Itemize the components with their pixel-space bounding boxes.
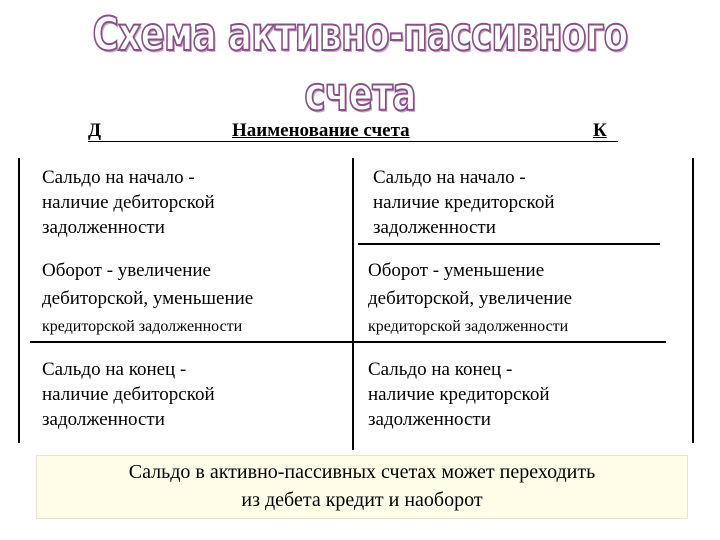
header-underline: [88, 141, 618, 142]
opening-debit-cell: [42, 165, 215, 240]
cell-line: наличие дебиторской: [42, 192, 215, 213]
cell-line: Сальдо на начало -: [42, 167, 195, 188]
cell-line: дебиторской, уменьшение: [42, 288, 254, 309]
credit-label: К: [593, 120, 607, 141]
turnover-debit-cell: [42, 257, 253, 341]
center-divider: [352, 158, 354, 450]
cell-line: Сальдо на конец -: [368, 359, 513, 380]
opening-credit-cell: [373, 165, 555, 240]
cell-line: дебиторской, увеличение: [368, 288, 573, 309]
cell-line: кредиторской задолженности: [368, 318, 569, 335]
cell-line: кредиторской задолженности: [42, 318, 243, 335]
cell-line: Оборот - увеличение: [42, 260, 211, 281]
cell-line: наличие дебиторской: [42, 384, 215, 405]
page-title: Схема активно-пассивного счета: [92, 7, 628, 121]
right-border: [692, 158, 694, 443]
cell-line: задолженности: [368, 409, 491, 430]
cell-line: наличие кредиторской: [368, 384, 550, 405]
cell-line: Сальдо на конец -: [42, 359, 187, 380]
debit-label: Д: [88, 120, 102, 141]
row-separator-right-1: [358, 243, 660, 245]
turnover-credit-cell: [368, 257, 572, 341]
closing-debit-cell: [42, 357, 215, 432]
cell-line: Оборот - уменьшение: [368, 260, 545, 281]
closing-credit-cell: [368, 357, 550, 432]
note-line: из дебета кредит и наоборот: [241, 489, 483, 511]
left-border: [18, 158, 20, 443]
cell-line: задолженности: [42, 217, 165, 238]
row-separator-2: [30, 341, 666, 343]
account-name-label: Наименование счета: [232, 120, 410, 141]
cell-line: задолженности: [42, 409, 165, 430]
cell-line: задолженности: [373, 217, 496, 238]
note-line: Сальдо в активно-пассивных счетах может переходить: [128, 461, 596, 483]
cell-line: Сальдо на начало -: [373, 167, 526, 188]
note-box: [36, 455, 688, 519]
cell-line: наличие кредиторской: [373, 192, 555, 213]
